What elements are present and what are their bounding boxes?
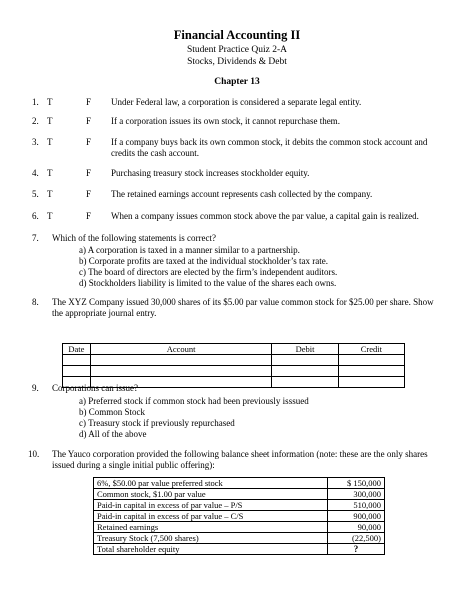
date-cell[interactable] (63, 355, 91, 366)
debit-cell[interactable] (272, 366, 338, 377)
table-row (94, 533, 385, 544)
false-option[interactable]: F (86, 137, 92, 147)
row-label: Paid-in capital in excess of par value – C/S (94, 511, 328, 522)
column-header-date: Date (63, 344, 91, 355)
row-label: Common stock, $1.00 par value (94, 489, 328, 500)
question-number: 3. (32, 137, 39, 147)
false-option[interactable]: F (86, 211, 92, 221)
row-label: Retained earnings (94, 522, 328, 533)
account-cell[interactable] (90, 366, 272, 377)
q7-option-d[interactable]: d) Stockholders liability is limited to the value of the shares each owns. (79, 278, 337, 288)
row-amount: 90,000 (328, 522, 385, 533)
true-option[interactable]: T (47, 97, 53, 107)
question-number: 2. (32, 116, 39, 126)
q9-option-a[interactable]: a) Preferred stock if common stock had been previously isssued (79, 396, 309, 406)
table-row (63, 366, 405, 377)
credit-cell[interactable] (338, 355, 404, 366)
question-number: 1. (32, 97, 39, 107)
balance-sheet-table (93, 477, 385, 555)
chapter-heading: Chapter 13 (214, 77, 260, 87)
question-number: 9. (32, 383, 39, 393)
question-number: 8. (32, 297, 39, 307)
question-text: Which of the following statements is correct? (52, 233, 216, 243)
journal-entry-table (62, 343, 405, 388)
q9-option-d[interactable]: d) All of the above (79, 429, 147, 439)
true-option[interactable]: T (47, 137, 53, 147)
false-option[interactable]: F (86, 189, 92, 199)
row-amount: 300,000 (328, 489, 385, 500)
table-row (94, 544, 385, 555)
document-subtitle: Student Practice Quiz 2-A (187, 45, 287, 55)
question-text: Under Federal law, a corporation is considered a separate legal entity. (111, 97, 362, 107)
q7-option-a[interactable]: a) A corporation is taxed in a manner similar to a partnership. (79, 245, 300, 255)
table-row (94, 489, 385, 500)
table-row (94, 478, 385, 489)
question-number: 4. (32, 168, 39, 178)
row-amount: $ 150,000 (328, 478, 385, 489)
question-number: 6. (32, 211, 39, 221)
true-option[interactable]: T (47, 189, 53, 199)
q9-option-c[interactable]: c) Treasury stock if previously repurchased (79, 418, 235, 428)
q7-option-c[interactable]: c) The board of directors are elected by the firm’s independent auditors. (79, 267, 338, 277)
table-row (94, 522, 385, 533)
table-row (63, 355, 405, 366)
column-header-account: Account (90, 344, 272, 355)
column-header-credit: Credit (338, 344, 404, 355)
account-cell[interactable] (90, 355, 272, 366)
question-text: The retained earnings account represents cash collected by the company. (111, 189, 373, 199)
row-label: Paid-in capital in excess of par value – P/S (94, 500, 328, 511)
row-amount: 510,000 (328, 500, 385, 511)
question-number: 7. (32, 233, 39, 243)
column-header-debit: Debit (272, 344, 338, 355)
q7-option-b[interactable]: b) Corporate profits are taxed at the individual stockholder’s tax rate. (79, 256, 329, 266)
true-option[interactable]: T (47, 116, 53, 126)
question-text: The XYZ Company issued 30,000 shares of its $5.00 par value common stock for $25.00 per share. Show the appropriate journal entry. (52, 297, 434, 318)
question-text: When a company issues common stock above the par value, a capital gain is realized. (111, 211, 419, 221)
table-header-row (63, 344, 405, 355)
row-label: 6%, $50.00 par value preferred stock (94, 478, 328, 489)
question-text: The Yauco corporation provided the following balance sheet information (note: these are the only shares issued during a single initial public offering): (52, 449, 428, 470)
row-label: Treasury Stock (7,500 shares) (94, 533, 328, 544)
true-option[interactable]: T (47, 168, 53, 178)
total-equity-answer[interactable]: ? (328, 544, 385, 555)
question-text: If a corporation issues its own stock, it cannot repurchase them. (111, 116, 340, 126)
table-row (94, 500, 385, 511)
false-option[interactable]: F (86, 97, 92, 107)
table-row (94, 511, 385, 522)
date-cell[interactable] (63, 366, 91, 377)
false-option[interactable]: F (86, 168, 92, 178)
document-topic: Stocks, Dividends & Debt (187, 57, 287, 67)
row-amount: 900,000 (328, 511, 385, 522)
q9-option-b[interactable]: b) Common Stock (79, 407, 146, 417)
true-option[interactable]: T (47, 211, 53, 221)
debit-cell[interactable] (272, 355, 338, 366)
document-title: Financial Accounting II (173, 28, 301, 42)
question-number: 10. (28, 449, 40, 459)
row-label: Total shareholder equity (94, 544, 328, 555)
question-number: 5. (32, 189, 39, 199)
false-option[interactable]: F (86, 116, 92, 126)
question-text: Purchasing treasury stock increases stockholder equity. (111, 168, 310, 178)
question-text: If a company buys back its own common stock, it debits the common stock account and credits the cash account. (111, 137, 428, 158)
credit-cell[interactable] (338, 366, 404, 377)
question-text: Corporations can issue? (52, 383, 138, 393)
row-amount: (22,500) (328, 533, 385, 544)
